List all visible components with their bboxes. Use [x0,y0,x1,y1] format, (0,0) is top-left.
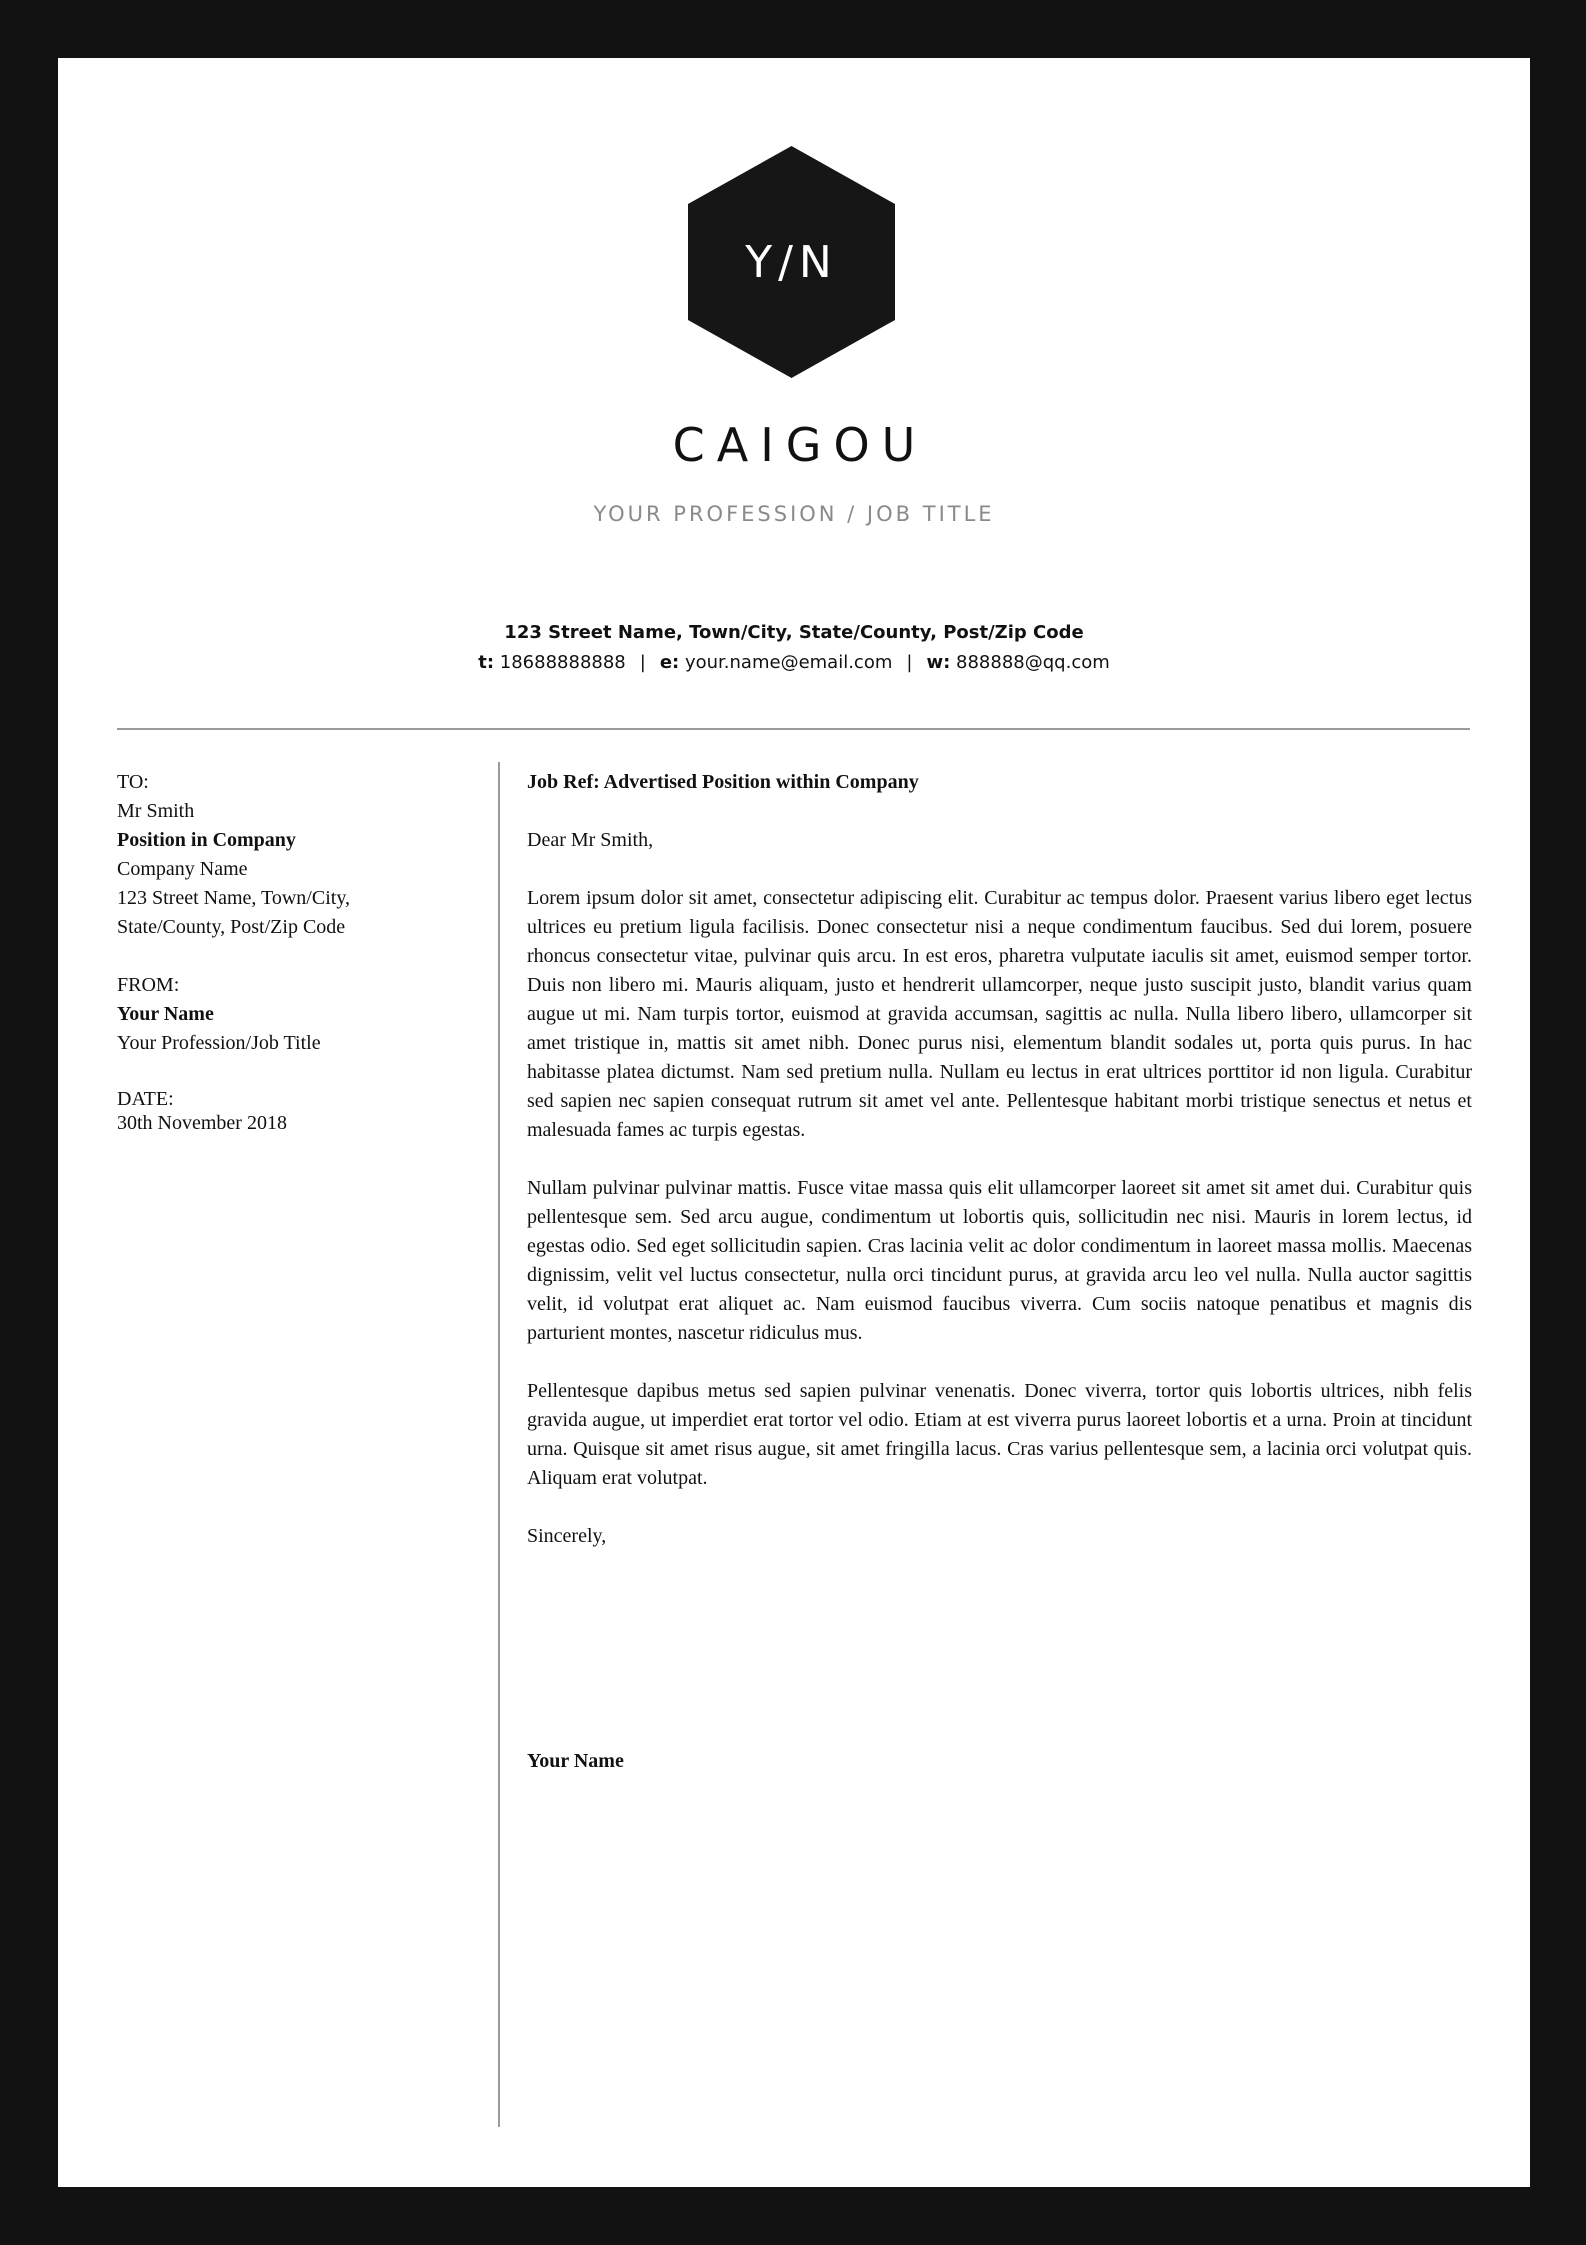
web-label: w: [926,652,951,673]
body-paragraph: Lorem ipsum dolor sit amet, consectetur adipiscing elit. Curabitur ac tempus dolor. Praesent varius libero eget lectus ultrices eu pretium ligula facilisis. Donec consectetur nisi a neque condimentum faucibus. Sed dui lorem, posuere rhoncus consectetur vitae, pulvinar quis arcu. In est eros, pharetra vulputate iaculis sit amet, euismod semper tortor. Duis non libero mi. Mauris aliquam, justo et hendrerit ullamcorper, neque justo suscipit justo, blandit varius quam augue ut mi. Nam turpis tortor, euismod at gravida accumsan, sagittis ac nulla. Nulla libero libero, ullamcorper sit amet tristique in, mattis sit amet nibh. Donec purus nisi, elementum blandit sodales ut, porta quis purus. In hac habitasse platea dictumst. Nam sed pretium nulla. Nullam eu lectus in erat ultrices porttitor id non ligula. Curabitur sed sapien nec sapien consequat rutrum sit amet vel ante. Pellentesque habitant morbi tristique senectus et netus et malesuada fames ac turpis egestas. [527,887,1472,1141]
from-label: FROM: [117,974,180,996]
body-paragraph: Nullam pulvinar pulvinar mattis. Fusce vitae massa quis elit ullamcorper laoreet sit amet sit amet dui. Curabitur quis pellentesque sem. Sed arcu augue, condimentum ut lobortis quis, sollicitudin nec nisi. Mauris in lorem lectus, id egestas odio. Sed eget sollicitudin sapien. Cras lacinia velit ac dolor condimentum in laoreet massa mollis. Maecenas dignissim, velit vel luctus consectetur, nulla orci tincidunt purus, at gravida arcu leo vel nulla. Nulla auctor sagittis velit, id volutpat erat aliquet ac. Nam euismod faucibus viverra. Cum sociis natoque penatibus et magnis dis parturient montes, nascetur ridiculus mus. [527,1177,1472,1344]
letter-body [527,768,1472,1776]
signoff: Sincerely, [527,1525,607,1547]
header-address: 123 Street Name, Town/City, State/County, Post/Zip Code [504,622,1084,643]
hexagon-logo [688,146,895,378]
to-label: TO: [117,771,149,793]
phone-value: 18688888888 [499,652,626,673]
letter-page [58,58,1530,2187]
profession-title: YOUR PROFESSION / JOB TITLE [593,502,995,526]
header-divider [117,728,1470,730]
contact-separator: | [639,652,646,673]
date-label: DATE: [117,1088,174,1110]
greeting: Dear Mr Smith, [527,829,654,851]
logo-initials: Y/N [745,236,838,288]
date-value: 30th November 2018 [117,1112,287,1134]
email-value[interactable]: your.name@email.com [684,652,893,673]
contact-line [58,652,1530,673]
job-reference: Job Ref: Advertised Position within Company [527,771,919,793]
recipient-position: Position in Company [117,829,296,851]
phone-label: t: [478,652,495,673]
web-value[interactable]: 888888@qq.com [956,652,1110,673]
signature-name: Your Name [527,1750,624,1772]
sender-name: Your Name [117,1003,214,1025]
column-divider [498,762,500,2127]
recipient-name: Mr Smith [117,800,195,822]
sender-title: Your Profession/Job Title [117,1032,321,1054]
body-paragraph: Pellentesque dapibus metus sed sapien pulvinar venenatis. Donec viverra, tortor quis lobortis ultrices, nibh felis gravida augue, ut imperdiet erat tortor vel odio. Etiam at est viverra purus laoreet lobortis et a urna. Proin at tincidunt urna. Quisque sit amet risus augue, sit amet fringilla lacus. Cras varius pellentesque sem, a lacinia orci volutpat quis. Aliquam erat volutpat. [527,1380,1472,1489]
applicant-name: CAIGOU [672,418,928,472]
contact-separator: | [906,652,913,673]
recipient-address-line2: State/County, Post/Zip Code [117,916,346,938]
recipient-address-line1: 123 Street Name, Town/City, [117,887,351,909]
recipient-company: Company Name [117,858,248,880]
sidebar-details [117,768,477,1135]
email-label: e: [659,652,680,673]
